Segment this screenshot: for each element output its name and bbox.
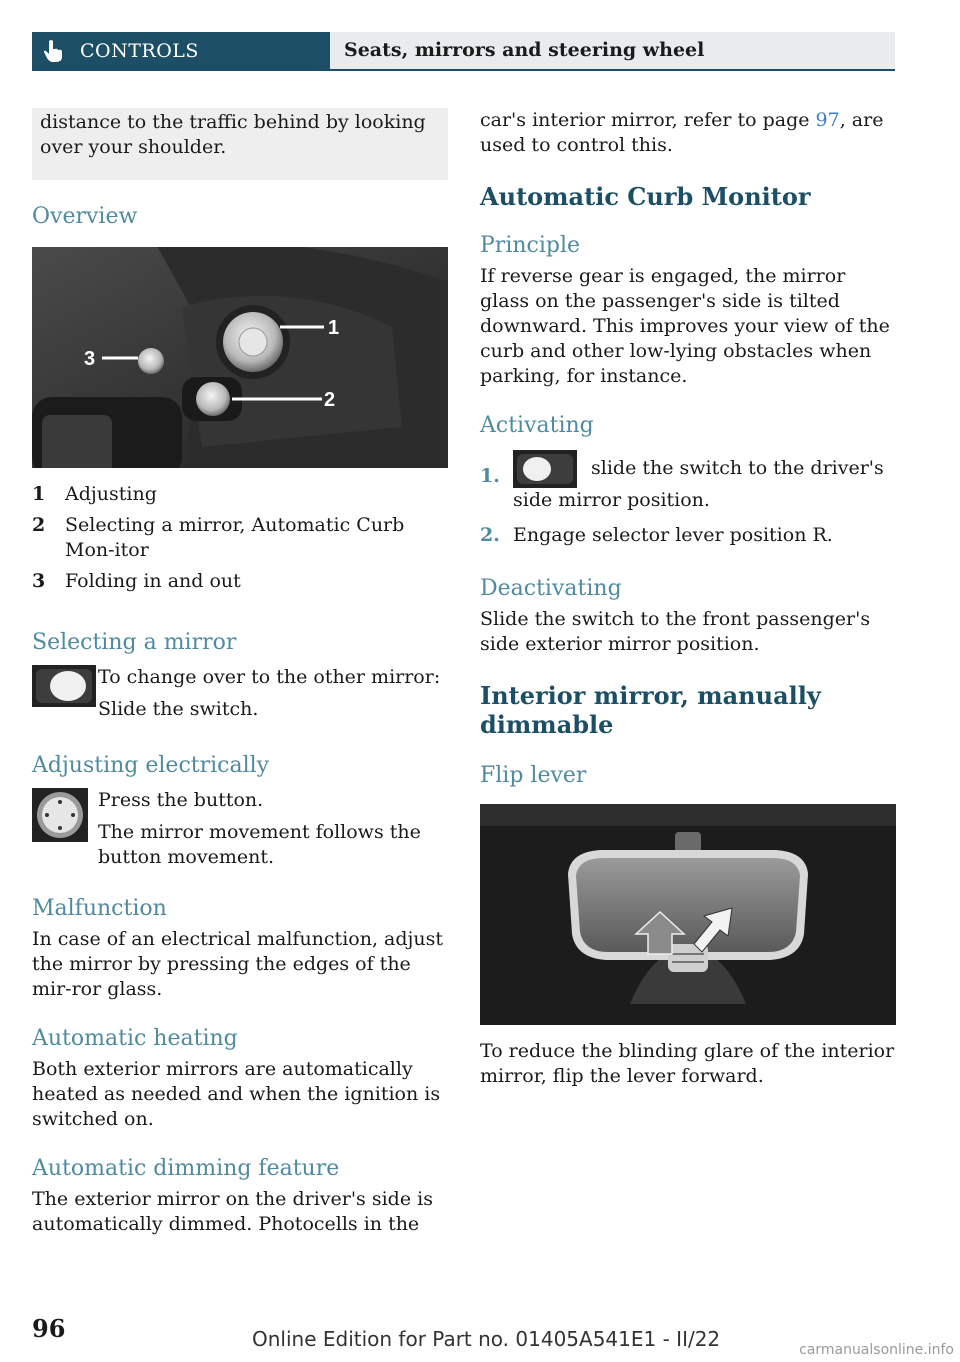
selecting-row — [32, 665, 448, 721]
dimming-heading: Automatic dimming feature — [32, 1156, 340, 1181]
principle-heading: Principle — [480, 233, 581, 258]
header-rule — [32, 69, 895, 71]
list-item: 1. slide the switch to the driver's side mirror position. — [480, 450, 896, 513]
adjusting-line2: The mirror movement follows the button movement. — [98, 821, 421, 868]
overview-heading: Overview — [32, 204, 138, 229]
mirror-switch-icon — [513, 450, 577, 488]
deactivating-heading: Deactivating — [480, 576, 622, 601]
mirror-controls-photo — [32, 247, 448, 468]
edition-footer: Online Edition for Part no. 01405A541E1 - II/22 — [252, 1327, 721, 1351]
left-column — [32, 108, 448, 1237]
chapter-title: Seats, mirrors and steering wheel — [344, 39, 705, 61]
page-header — [32, 32, 895, 70]
heating-text: Both exterior mirrors are automatically heated as needed and when the ignition is switched on. — [32, 1058, 441, 1130]
continued-text-b: , are used to control this. — [480, 109, 884, 156]
adjusting-line1: Press the button. — [98, 789, 264, 811]
note-box — [32, 108, 448, 180]
deactivating-text: Slide the switch to the front passenger's side exterior mirror position. — [480, 608, 871, 655]
mirror-switch-icon — [32, 665, 96, 707]
hand-pointer-icon — [42, 39, 64, 63]
heating-heading: Automatic heating — [32, 1026, 238, 1051]
section-tab — [32, 32, 330, 70]
photo-label-1: 1 — [328, 317, 340, 339]
watermark: carmanualsonline.info — [799, 1342, 954, 1358]
flip-lever-text: To reduce the blinding glare of the interior mirror, flip the lever forward. — [480, 1040, 895, 1087]
selecting-heading: Selecting a mirror — [32, 630, 237, 655]
section-label: CONTROLS — [80, 40, 199, 62]
page-number: 96 — [32, 1314, 66, 1343]
page-link[interactable]: 97 — [815, 109, 840, 131]
photo-label-3: 3 — [84, 348, 96, 370]
activating-steps — [480, 450, 896, 548]
note-text: distance to the traffic behind by looking over your shoulder. — [40, 111, 426, 158]
activating-heading: Activating — [480, 413, 594, 438]
list-item: 2 Selecting a mirror, Automatic Curb Mon-itor — [32, 514, 405, 561]
interior-mirror-heading: Interior mirror, manually dimmable — [480, 681, 821, 739]
photo-label-2: 2 — [324, 389, 336, 411]
adjusting-row — [32, 788, 448, 868]
list-item: 1 Adjusting — [32, 483, 157, 505]
adjusting-heading: Adjusting electrically — [32, 753, 270, 778]
selecting-line2: Slide the switch. — [98, 698, 259, 720]
list-item: 3 Folding in and out — [32, 570, 241, 592]
continued-text-a: car's interior mirror, refer to page — [480, 109, 816, 131]
mirror-adjust-button-icon — [32, 788, 88, 842]
acm-heading: Automatic Curb Monitor — [480, 182, 811, 211]
continued-text — [480, 108, 896, 158]
interior-mirror-photo — [480, 804, 896, 1025]
chapter-title-bar — [330, 32, 895, 70]
flip-lever-heading: Flip lever — [480, 763, 587, 788]
principle-text: If reverse gear is engaged, the mirror glass on the passenger's side is tilted downward. This improves your view of the curb and other low-lying obstacles when parking, for instance. — [480, 265, 890, 387]
malfunction-text: In case of an electrical malfunction, adjust the mirror by pressing the edges of the mir-ror glass. — [32, 928, 444, 1000]
selecting-line1: To change over to the other mirror: — [98, 666, 441, 688]
right-column — [480, 108, 896, 1089]
list-item: 2. Engage selector lever position R. — [480, 524, 833, 546]
malfunction-heading: Malfunction — [32, 896, 167, 921]
dimming-text: The exterior mirror on the driver's side is automatically dimmed. Photocells in the — [32, 1188, 433, 1235]
overview-legend — [32, 482, 448, 594]
